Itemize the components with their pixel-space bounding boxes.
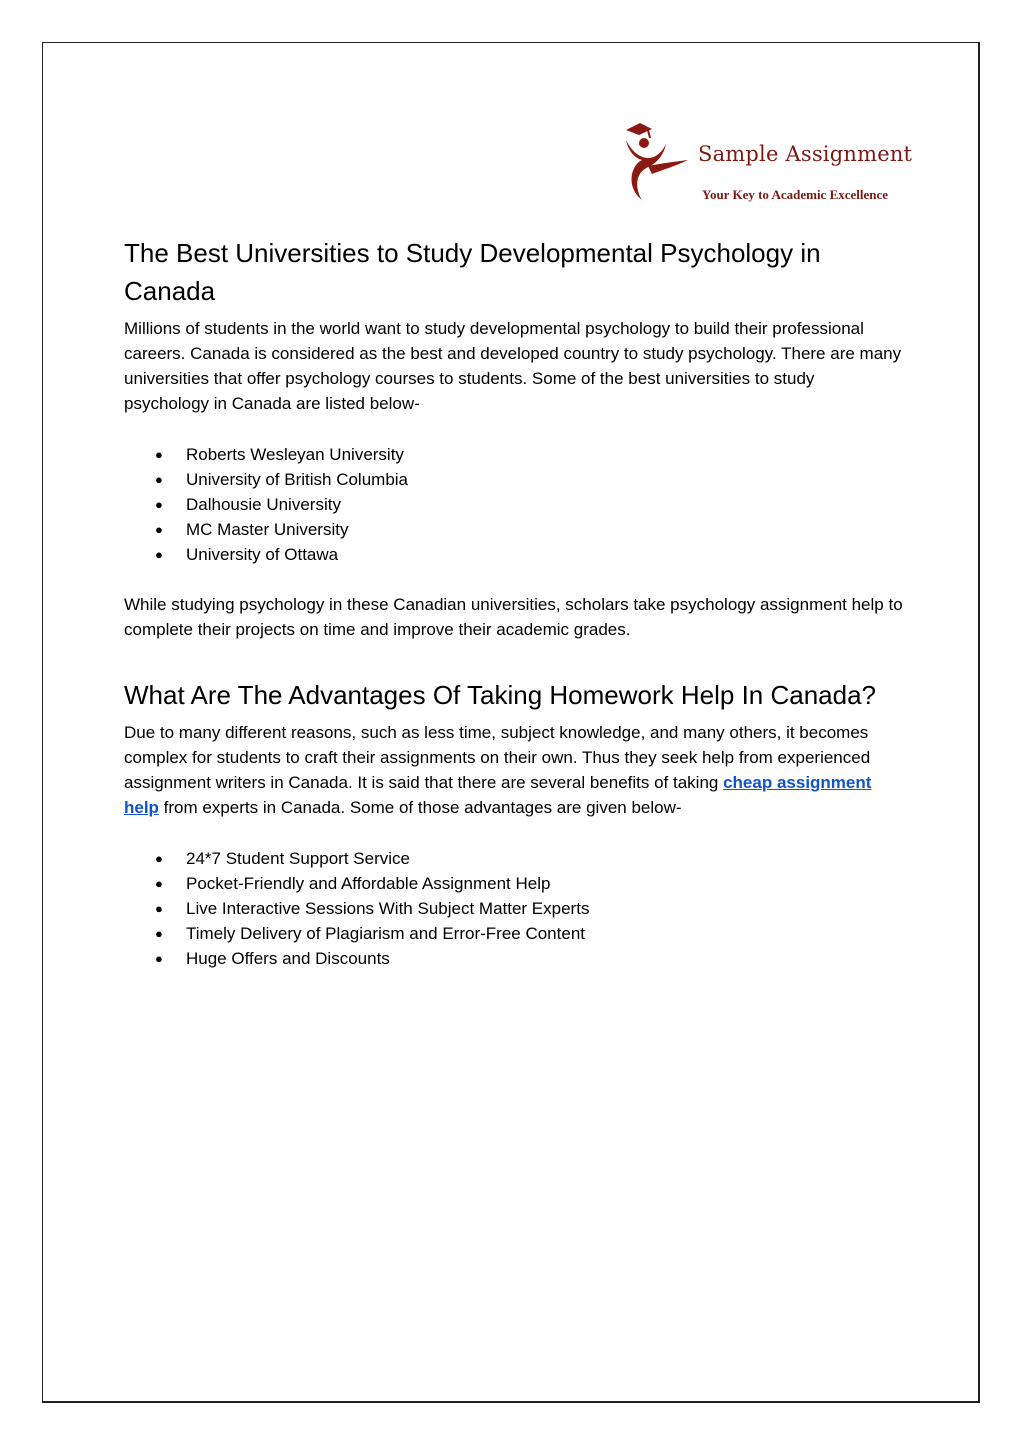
sample-assignment-logo	[622, 118, 912, 208]
list-item: ● Huge Offers and Discounts	[124, 946, 904, 971]
document-content	[124, 234, 904, 971]
bullet-icon: ●	[155, 876, 163, 891]
bullet-icon: ●	[155, 447, 163, 462]
bullet-icon: ●	[155, 497, 163, 512]
section-1-outro: While studying psychology in these Canadian universities, scholars take psychology assignment help to complete their projects on time and improve their academic grades.	[124, 595, 903, 639]
bullet-icon: ●	[155, 901, 163, 916]
section-1-heading: The Best Universities to Study Developmental Psychology in Canada	[124, 238, 821, 306]
list-item: ● 24*7 Student Support Service	[124, 846, 904, 871]
universities-list	[124, 442, 904, 567]
list-item: ● Dalhousie University	[124, 492, 904, 517]
bullet-icon: ●	[155, 522, 163, 537]
list-item: ● Timely Delivery of Plagiarism and Error-Free Content	[124, 921, 904, 946]
list-item: ● MC Master University	[124, 517, 904, 542]
list-item: ● Pocket-Friendly and Affordable Assignment Help	[124, 871, 904, 896]
bullet-icon: ●	[155, 472, 163, 487]
cheap-assignment-help-link[interactable]: cheap assignment help	[124, 773, 872, 817]
section-2-intro: Due to many different reasons, such as less time, subject knowledge, and many others, it becomes complex for students to craft their assignments on their own. Thus they seek help from experienced assignment writers in Canada. It is said that there are several benefits of taking cheap assignment help from experts in Canada. Some of those advantages are given below-	[124, 723, 872, 817]
section-1-intro: Millions of students in the world want to study developmental psychology to build their professional careers. Canada is considered as the best and developed country to study psychology. There are many universities that offer psychology courses to students. Some of the best universities to study psychology in Canada are listed below-	[124, 319, 902, 413]
section-2-heading: What Are The Advantages Of Taking Homework Help In Canada?	[124, 680, 877, 710]
bullet-icon: ●	[155, 547, 163, 562]
advantages-list	[124, 846, 904, 971]
bullet-icon: ●	[155, 851, 163, 866]
logo-tagline: Your Key to Academic Excellence	[702, 187, 889, 202]
list-item: ● Roberts Wesleyan University	[124, 442, 904, 467]
bullet-icon: ●	[155, 926, 163, 941]
list-item: ● University of British Columbia	[124, 467, 904, 492]
list-item: ● University of Ottawa	[124, 542, 904, 567]
logo-name: Sample Assignment	[698, 142, 913, 166]
bullet-icon: ●	[155, 951, 163, 966]
logo-figure-icon	[622, 118, 694, 202]
list-item: ● Live Interactive Sessions With Subject Matter Experts	[124, 896, 904, 921]
